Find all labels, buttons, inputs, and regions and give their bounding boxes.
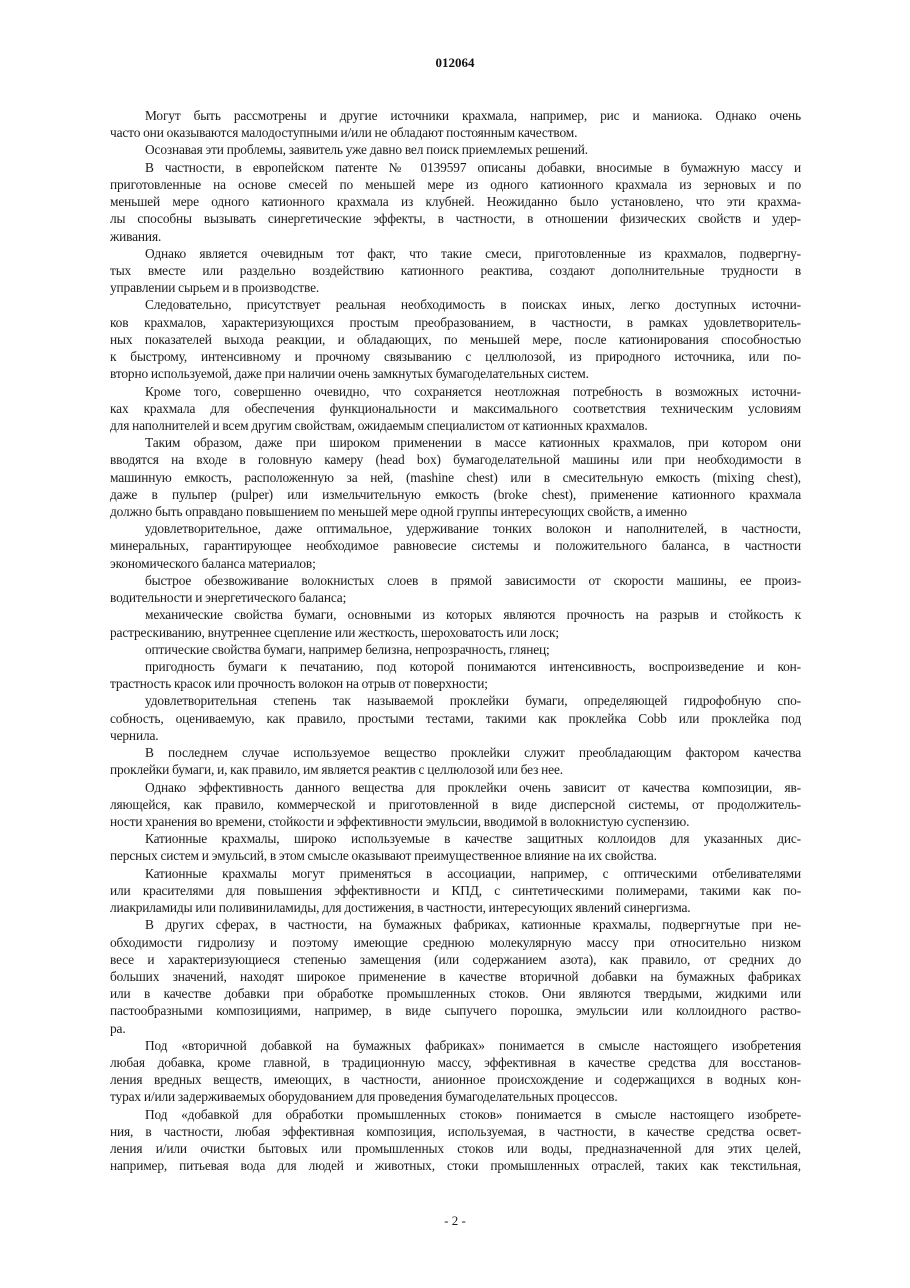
text-line: Однако является очевидным тот факт, что такие смеси, приготовленные из крахмалов, подвергну- (145, 245, 801, 261)
text-line: вводятся на входе в головную камеру (head box) бумагоделательной машины или при необходимости в (110, 452, 801, 468)
text-line: Катионные крахмалы, широко используемые в качестве защитных коллоидов для указанных дис- (145, 831, 801, 847)
text-line: должно быть оправдано повышением по меньшей мере одной группы интересующих свойств, а именно (110, 504, 687, 520)
text-line: вторно используемой, даже при наличии очень замкнутых бумагоделательных систем. (110, 366, 589, 382)
text-line: ности хранения во времени, стойкости и эффективности эмульсии, вводимой в волокнистую суспензию. (110, 813, 690, 829)
paragraph (110, 107, 801, 141)
text-line: например, питьевая вода для людей и животных, стоки промышленных отраслей, таких как текстильная, (110, 1158, 801, 1174)
text-line: часто они оказываются малодоступными и/или не обладают постоянным качеством. (110, 125, 578, 141)
text-line: растрескиванию, внутреннее сцепление или жесткость, шероховатость или лоск; (110, 624, 559, 640)
text-line: Таким образом, даже при широком применении в массе катионных крахмалов, при котором они (145, 435, 801, 451)
text-line: Осознавая эти проблемы, заявитель уже давно вел поиск приемлемых решений. (145, 142, 588, 158)
text-line: проклейки бумаги, и, как правило, им является реактив с целлюлозой или без нее. (110, 762, 563, 778)
paragraph (110, 916, 801, 1037)
text-line: управлении сырьем и в производстве. (110, 280, 320, 296)
text-line: лы способны вызывать синергетические эффекты, в частности, в отношении физических свойств и удер- (110, 211, 801, 227)
paragraph (110, 296, 801, 382)
text-line: В последнем случае используемое вещество проклейки служит преобладающим фактором качества (145, 745, 801, 761)
paragraph (110, 159, 801, 245)
text-line: водительности и энергетического баланса; (110, 590, 347, 606)
text-line: весе и характеризующиеся степенью замещения (или содержанием азота), как правило, от средних до (110, 951, 801, 967)
text-line: или красителями для повышения эффективности и КПД, с синтетическими полимерами, такими как по- (110, 882, 801, 898)
text-line: турах и/или задерживаемых оборудованием для проведения бумагоделательных процессов. (110, 1089, 618, 1105)
text-line: экономического баланса материалов; (110, 555, 316, 571)
text-line: удовлетворительное, даже оптимальное, удерживание тонких волокон и наполнителей, в частности, (145, 521, 801, 537)
text-line: Однако эффективность данного вещества для проклейки очень зависит от качества композиции, яв- (145, 779, 801, 795)
paragraph (110, 606, 801, 640)
text-line: любая добавка, кроме главной, в традиционную массу, эффективная в качестве средства для восстанов- (110, 1055, 801, 1071)
text-line: трастность красок или прочность волокон на отрыв от поверхности; (110, 676, 488, 692)
paragraph (110, 692, 801, 744)
text-line: или в качестве добавки при обработке промышленных стоков. Они являются твердыми, жидкими или (110, 986, 801, 1002)
text-line: тых вместе или раздельно воздействию катионного реактива, создают дополнительные трудности в (110, 262, 801, 278)
text-line: машинную емкость, расположенную за ней, (mashine chest) или в смесительную емкость (mixing chest), (110, 469, 801, 485)
paragraph (110, 383, 801, 435)
text-line: Катионные крахмалы могут применяться в ассоциации, например, с оптическими отбеливателями (145, 865, 801, 881)
text-line: Следовательно, присутствует реальная необходимость в поисках иных, легко доступных источни- (145, 297, 801, 313)
text-line: удовлетворительная степень так называемой проклейки бумаги, определяющей гидрофобную спо- (145, 693, 801, 709)
paragraph (110, 245, 801, 297)
text-line: собность, оцениваемую, как правило, простыми тестами, такими как проклейка Cobb или проклейка под (110, 710, 801, 726)
text-line: Под «добавкой для обработки промышленных стоков» понимается в смысле настоящего изобрете- (145, 1106, 801, 1122)
paragraph (110, 434, 801, 520)
page-number: - 2 - (444, 1213, 466, 1228)
text-line: Кроме того, совершенно очевидно, что сохраняется неотложная потребность в возможных источни- (145, 383, 801, 399)
text-line: пригодность бумаги к печатанию, под которой понимаются интенсивность, воспроизведение и кон- (145, 659, 801, 674)
paragraph (110, 779, 801, 831)
paragraph (110, 658, 801, 692)
paragraph (110, 641, 801, 658)
text-line: лиакриламиды или поливиниламиды, для достижения, в частности, интересующих явлений синергизма. (110, 900, 691, 916)
text-line: персных систем и эмульсий, в этом смысле оказывают преимущественное влияние на их свойства. (110, 848, 657, 864)
text-line: В других сферах, в частности, на бумажных фабриках, катионные крахмалы, подвергнутые при не- (145, 917, 801, 933)
text-line: ков крахмалов, характеризующихся простым преобразованием, в частности, в рамках удовлетворитель- (110, 314, 801, 330)
text-line: ления и/или очистки бытовых или промышленных стоков или воды, предназначенной для этих целей, (110, 1141, 801, 1157)
paragraph (110, 865, 801, 917)
text-line: к быстрому, интенсивному и прочному связыванию с целлюлозой, из природного источника, или по- (110, 349, 801, 365)
text-line: больших значений, находят широкое применение в качестве вторичной добавки на бумажных фабриках (110, 968, 801, 984)
document-number: 012064 (435, 55, 475, 70)
text-line: Могут быть рассмотрены и другие источники крахмала, например, рис и маниока. Однако очень (145, 108, 801, 123)
document-body (110, 107, 801, 1175)
text-line: даже в пульпер (pulper) или измельчительную емкость (broke chest), применение катионного крахмала (110, 486, 801, 502)
text-line: ных показателей выхода реакции, и обладающих, по меньшей мере, после катионирования способностью (110, 331, 801, 347)
text-line: приготовленные на основе смесей по меньшей мере из одного катионного крахмала из зерновых и по (110, 176, 801, 192)
text-line: минеральных, гарантирующее необходимое равновесие системы и положительного баланса, в частности (110, 538, 801, 554)
text-line: живания. (110, 228, 162, 244)
text-line: механические свойства бумаги, основными из которых являются прочность на разрыв и стойкость к (145, 607, 801, 623)
text-line: ляющейся, как правило, коммерческой и приготовленной в виде дисперсной системы, от продолжитель- (110, 796, 801, 812)
text-line: меньшей мере одного катионного крахмала из клубней. Неожиданно было установлено, что эти крахма- (110, 194, 801, 210)
paragraph (110, 830, 801, 864)
paragraph (110, 1037, 801, 1106)
text-line: ра. (110, 1020, 126, 1036)
paragraph (110, 1106, 801, 1175)
paragraph (110, 520, 801, 572)
text-line: ках крахмала для обеспечения функциональности и максимального соответствия техническим условиям (110, 400, 801, 416)
text-line: пастообразными композициями, например, в виде сыпучего порошка, эмульсии или коллоидного раство- (110, 1003, 801, 1019)
paragraph (110, 744, 801, 778)
text-line: быстрое обезвоживание волокнистых слоев в прямой зависимости от скорости машины, ее произ- (145, 572, 801, 588)
text-line: Под «вторичной добавкой на бумажных фабриках» понимается в смысле настоящего изобретения (145, 1037, 801, 1053)
text-line: ния, в частности, любая эффективная композиция, используемая, в частности, в качестве средства освет- (110, 1123, 801, 1139)
text-line: для наполнителей и всем другим свойствам, ожидаемым специалистом от катионных крахмалов. (110, 417, 648, 433)
text-line: ления вредных веществ, имеющих, в частности, анионное происхождение и содержащихся в водных кон- (110, 1072, 801, 1088)
text-line: оптические свойства бумаги, например белизна, непрозрачность, глянец; (145, 641, 550, 657)
text-line: чернила. (110, 727, 159, 743)
text-line: обходимости гидролизу и поэтому имеющие среднюю молекулярную массу при относительно низком (110, 934, 801, 950)
text-line: В частности, в европейском патенте № 0139597 описаны добавки, вносимые в бумажную массу и (145, 159, 801, 175)
paragraph (110, 141, 801, 158)
paragraph (110, 572, 801, 606)
